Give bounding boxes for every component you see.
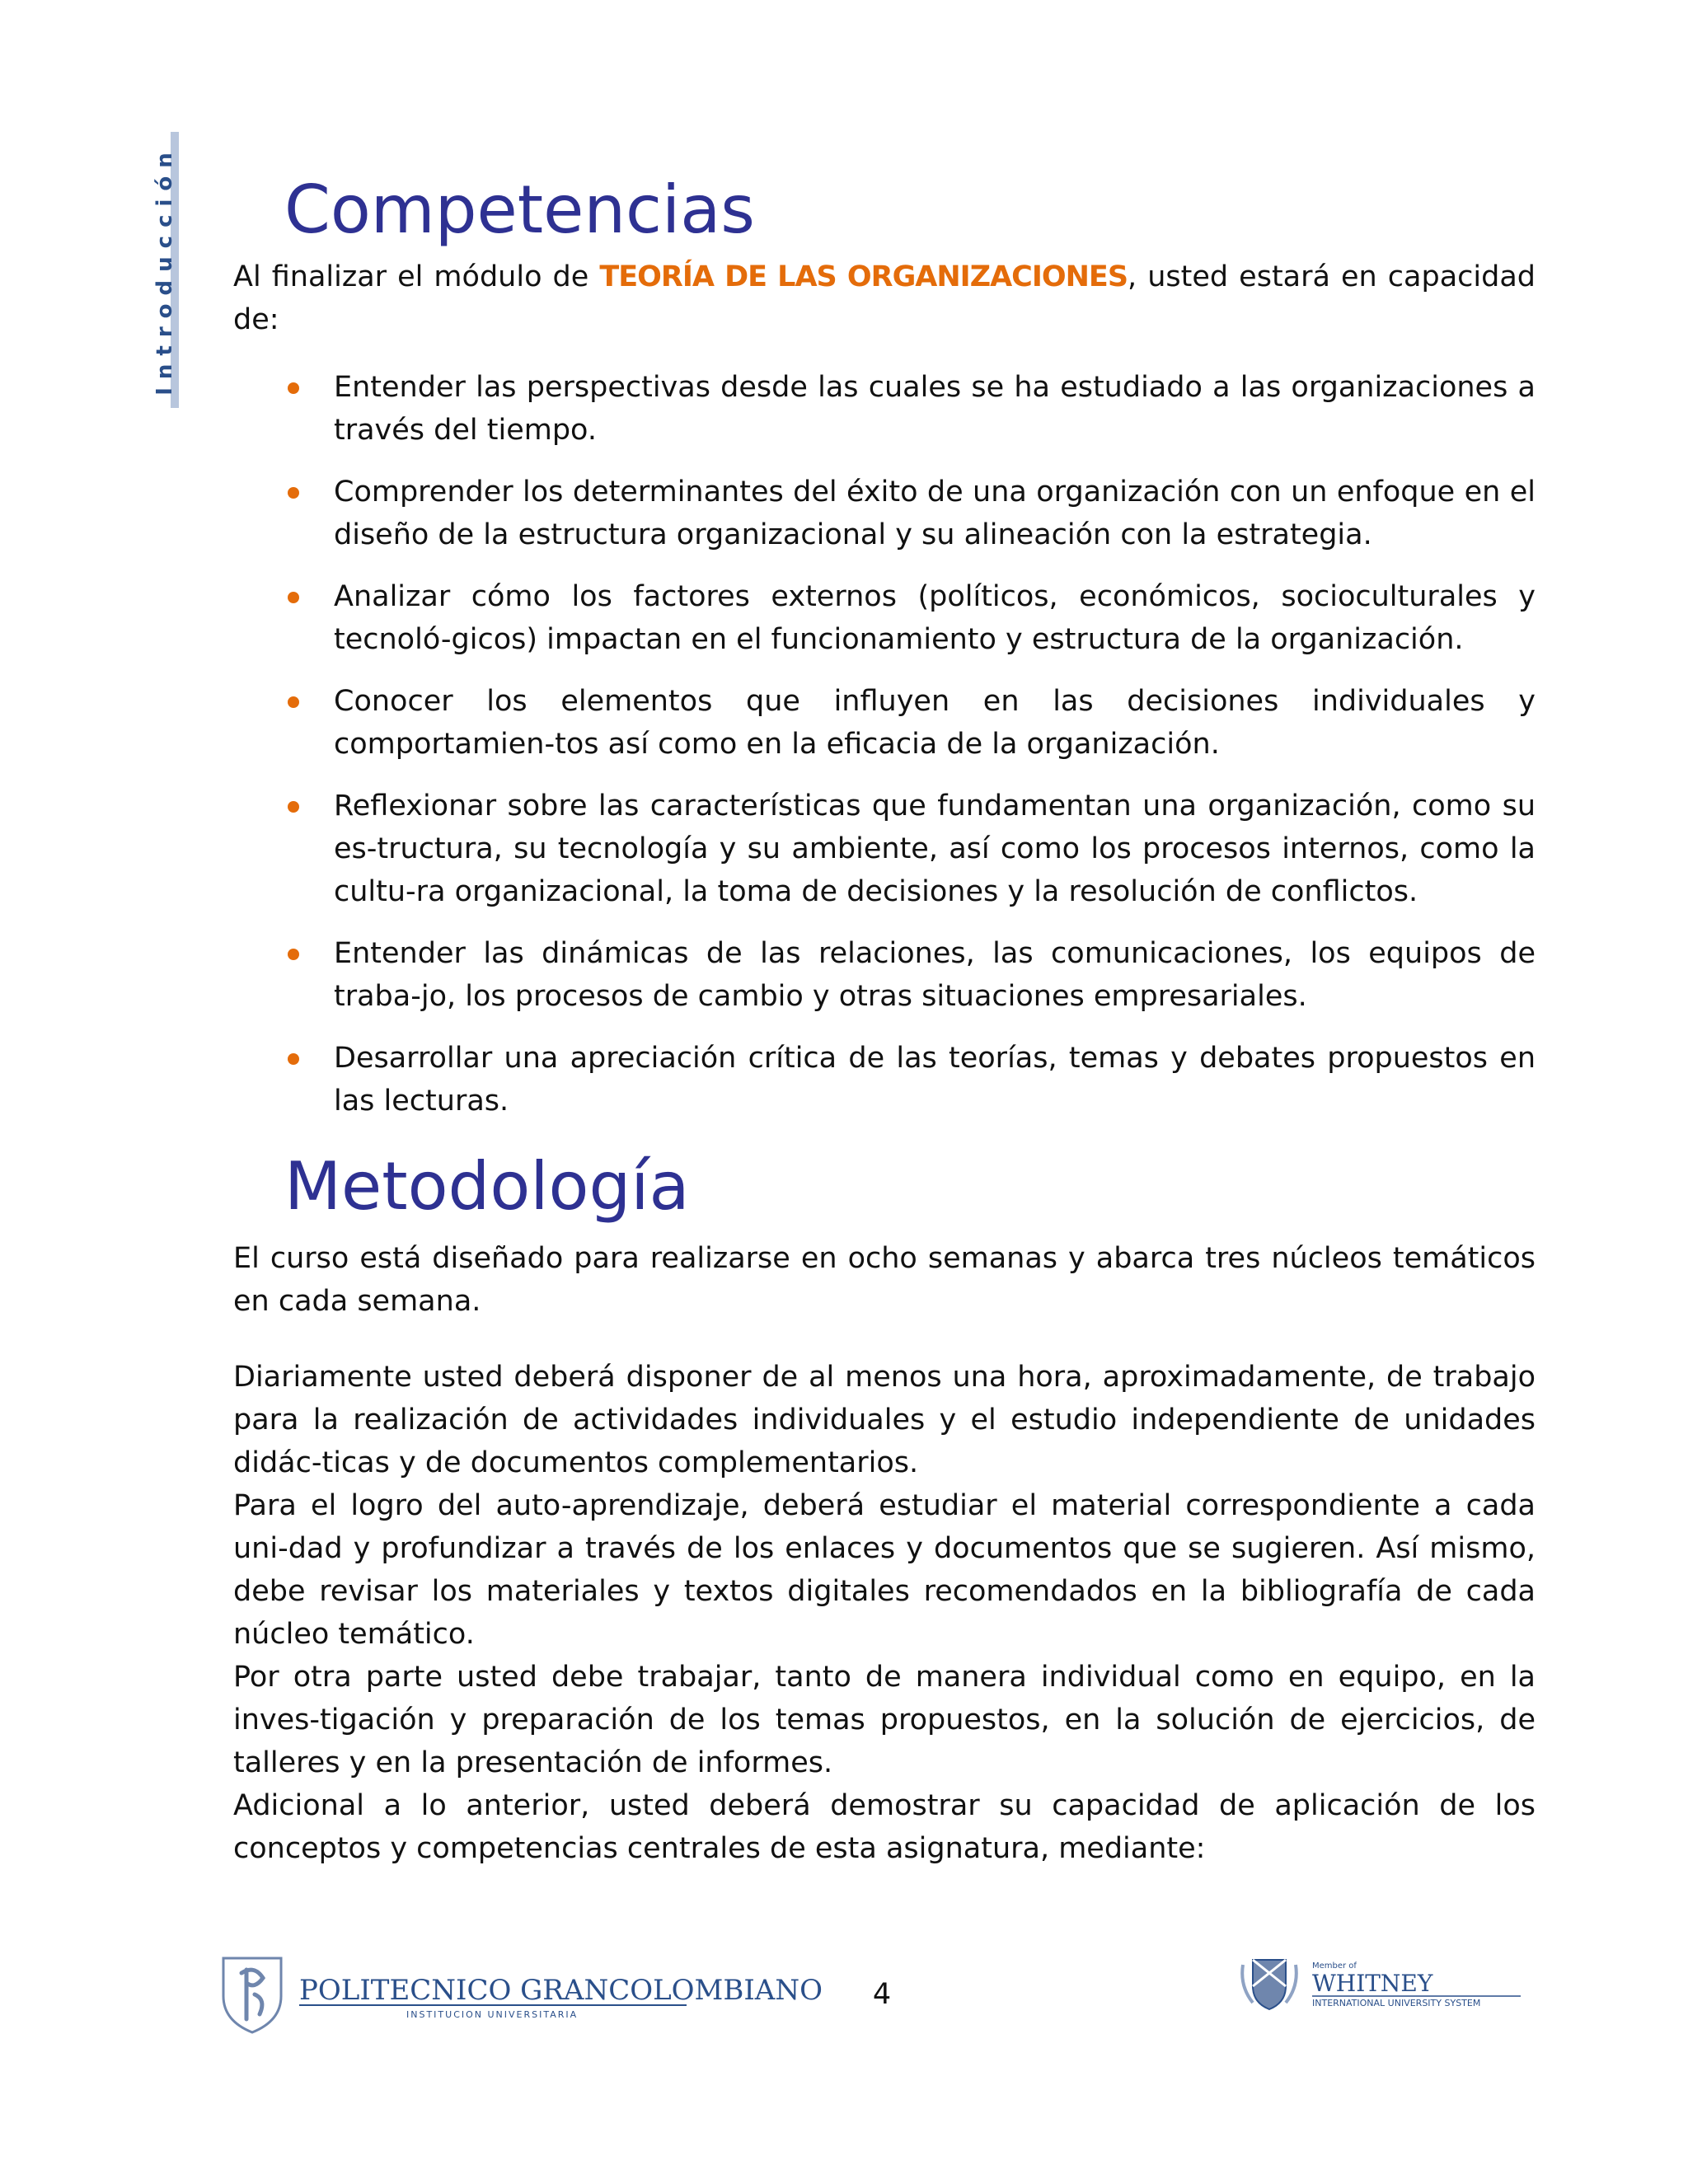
bullet-icon xyxy=(288,382,299,394)
list-item xyxy=(334,575,1536,661)
metodologia-paragraph: Para el logro del auto-aprendizaje, deberá estudiar el material correspondiente a cada uni-dad y profundizar a través de los enlaces y documentos que se sugieren. Así mismo, debe revisar los materiales y textos digitales recomendados en la bibliografía de cada núcleo temático. xyxy=(233,1489,1536,1651)
list-item xyxy=(334,1037,1536,1122)
list-item xyxy=(334,471,1536,556)
bullet-icon xyxy=(288,592,299,603)
whitney-crest-icon xyxy=(1236,1953,1525,2019)
intro-after: , usted estará en capacidad de: xyxy=(233,260,1536,336)
list-item-text: Entender las dinámicas de las relaciones, las comunicaciones, los equipos de traba-jo, los procesos de cambio y otras situaciones empresariales. xyxy=(334,937,1536,1013)
bullet-icon xyxy=(288,1053,299,1065)
bullet-icon xyxy=(288,949,299,960)
competencias-title: Competencias xyxy=(284,171,755,248)
bullet-icon xyxy=(288,487,299,499)
politecnico-logo-name: POLITECNICO GRANCOLOMBIANO xyxy=(299,1974,823,2007)
whitney-logo-name: WHITNEY xyxy=(1312,1970,1433,1997)
list-item xyxy=(334,366,1536,452)
list-item xyxy=(334,680,1536,766)
metodologia-paragraph: Por otra parte usted debe trabajar, tanto de manera individual como en equipo, en la inves-tigación y preparación de los temas propuestos, en la solución de ejercicios, de talleres y en la presentación de informes. xyxy=(233,1661,1536,1779)
sidebar-tab xyxy=(134,132,180,408)
bullet-icon xyxy=(288,696,299,708)
whitney-member-label: Member of xyxy=(1312,1961,1357,1971)
list-item-text: Conocer los elementos que influyen en las decisiones individuales y comportamien-tos así como en la eficacia de la organización. xyxy=(334,685,1536,761)
list-item-text: Comprender los determinantes del éxito de una organización con un enfoque en el diseño de la estructura organizacional y su alineación con la estrategia. xyxy=(334,476,1536,551)
list-item xyxy=(334,932,1536,1018)
metodologia-paragraph: El curso está diseñado para realizarse en ocho semanas y abarca tres núcleos temáticos en cada semana. xyxy=(233,1242,1536,1318)
whitney-logo-sub: INTERNATIONAL UNIVERSITY SYSTEM xyxy=(1312,1998,1481,2008)
intro-before: Al finalizar el módulo de xyxy=(233,260,600,293)
sidebar-label: Introducción xyxy=(152,144,177,396)
page-number: 4 xyxy=(872,1978,892,2011)
competencias-intro xyxy=(233,255,1536,341)
metodologia-title: Metodología xyxy=(284,1148,690,1225)
list-item-text: Reflexionar sobre las características que fundamentan una organización, como su es-tructura, su tecnología y su ambiente, así como los procesos internos, como la cultu-ra organizacional, la toma de decisiones y la resolución de conflictos. xyxy=(334,790,1536,908)
bullet-icon xyxy=(288,801,299,813)
list-item-text: Analizar cómo los factores externos (políticos, económicos, socioculturales y tecnoló-gicos) impactan en el funcionamiento y estructura de la organización. xyxy=(334,580,1536,656)
competencias-list xyxy=(233,366,1536,1122)
list-item-text: Entender las perspectivas desde las cuales se ha estudiado a las organizaciones a través del tiempo. xyxy=(334,371,1536,447)
course-name: TEORÍA DE LAS ORGANIZACIONES xyxy=(599,260,1128,293)
metodologia-paragraph: Adicional a lo anterior, usted deberá demostrar su capacidad de aplicación de los conceptos y competencias centrales de esta asignatura, mediante: xyxy=(233,1789,1536,1865)
metodologia-paragraph: Diariamente usted deberá disponer de al menos una hora, aproximadamente, de trabajo para la realización de actividades individuales y el estudio independiente de unidades didác-ticas y de documentos complementarios. xyxy=(233,1361,1536,1479)
list-item-text: Desarrollar una apreciación crítica de las teorías, temas y debates propuestos en las lecturas. xyxy=(334,1042,1536,1118)
list-item xyxy=(334,785,1536,913)
whitney-logo xyxy=(1236,1953,1525,2019)
politecnico-logo xyxy=(217,1953,823,2036)
politecnico-logo-sub: INSTITUCION UNIVERSITARIA xyxy=(406,2009,579,2020)
page-content xyxy=(233,165,1536,1870)
page-footer xyxy=(0,1945,1688,2044)
politecnico-shield-icon xyxy=(217,1953,823,2036)
